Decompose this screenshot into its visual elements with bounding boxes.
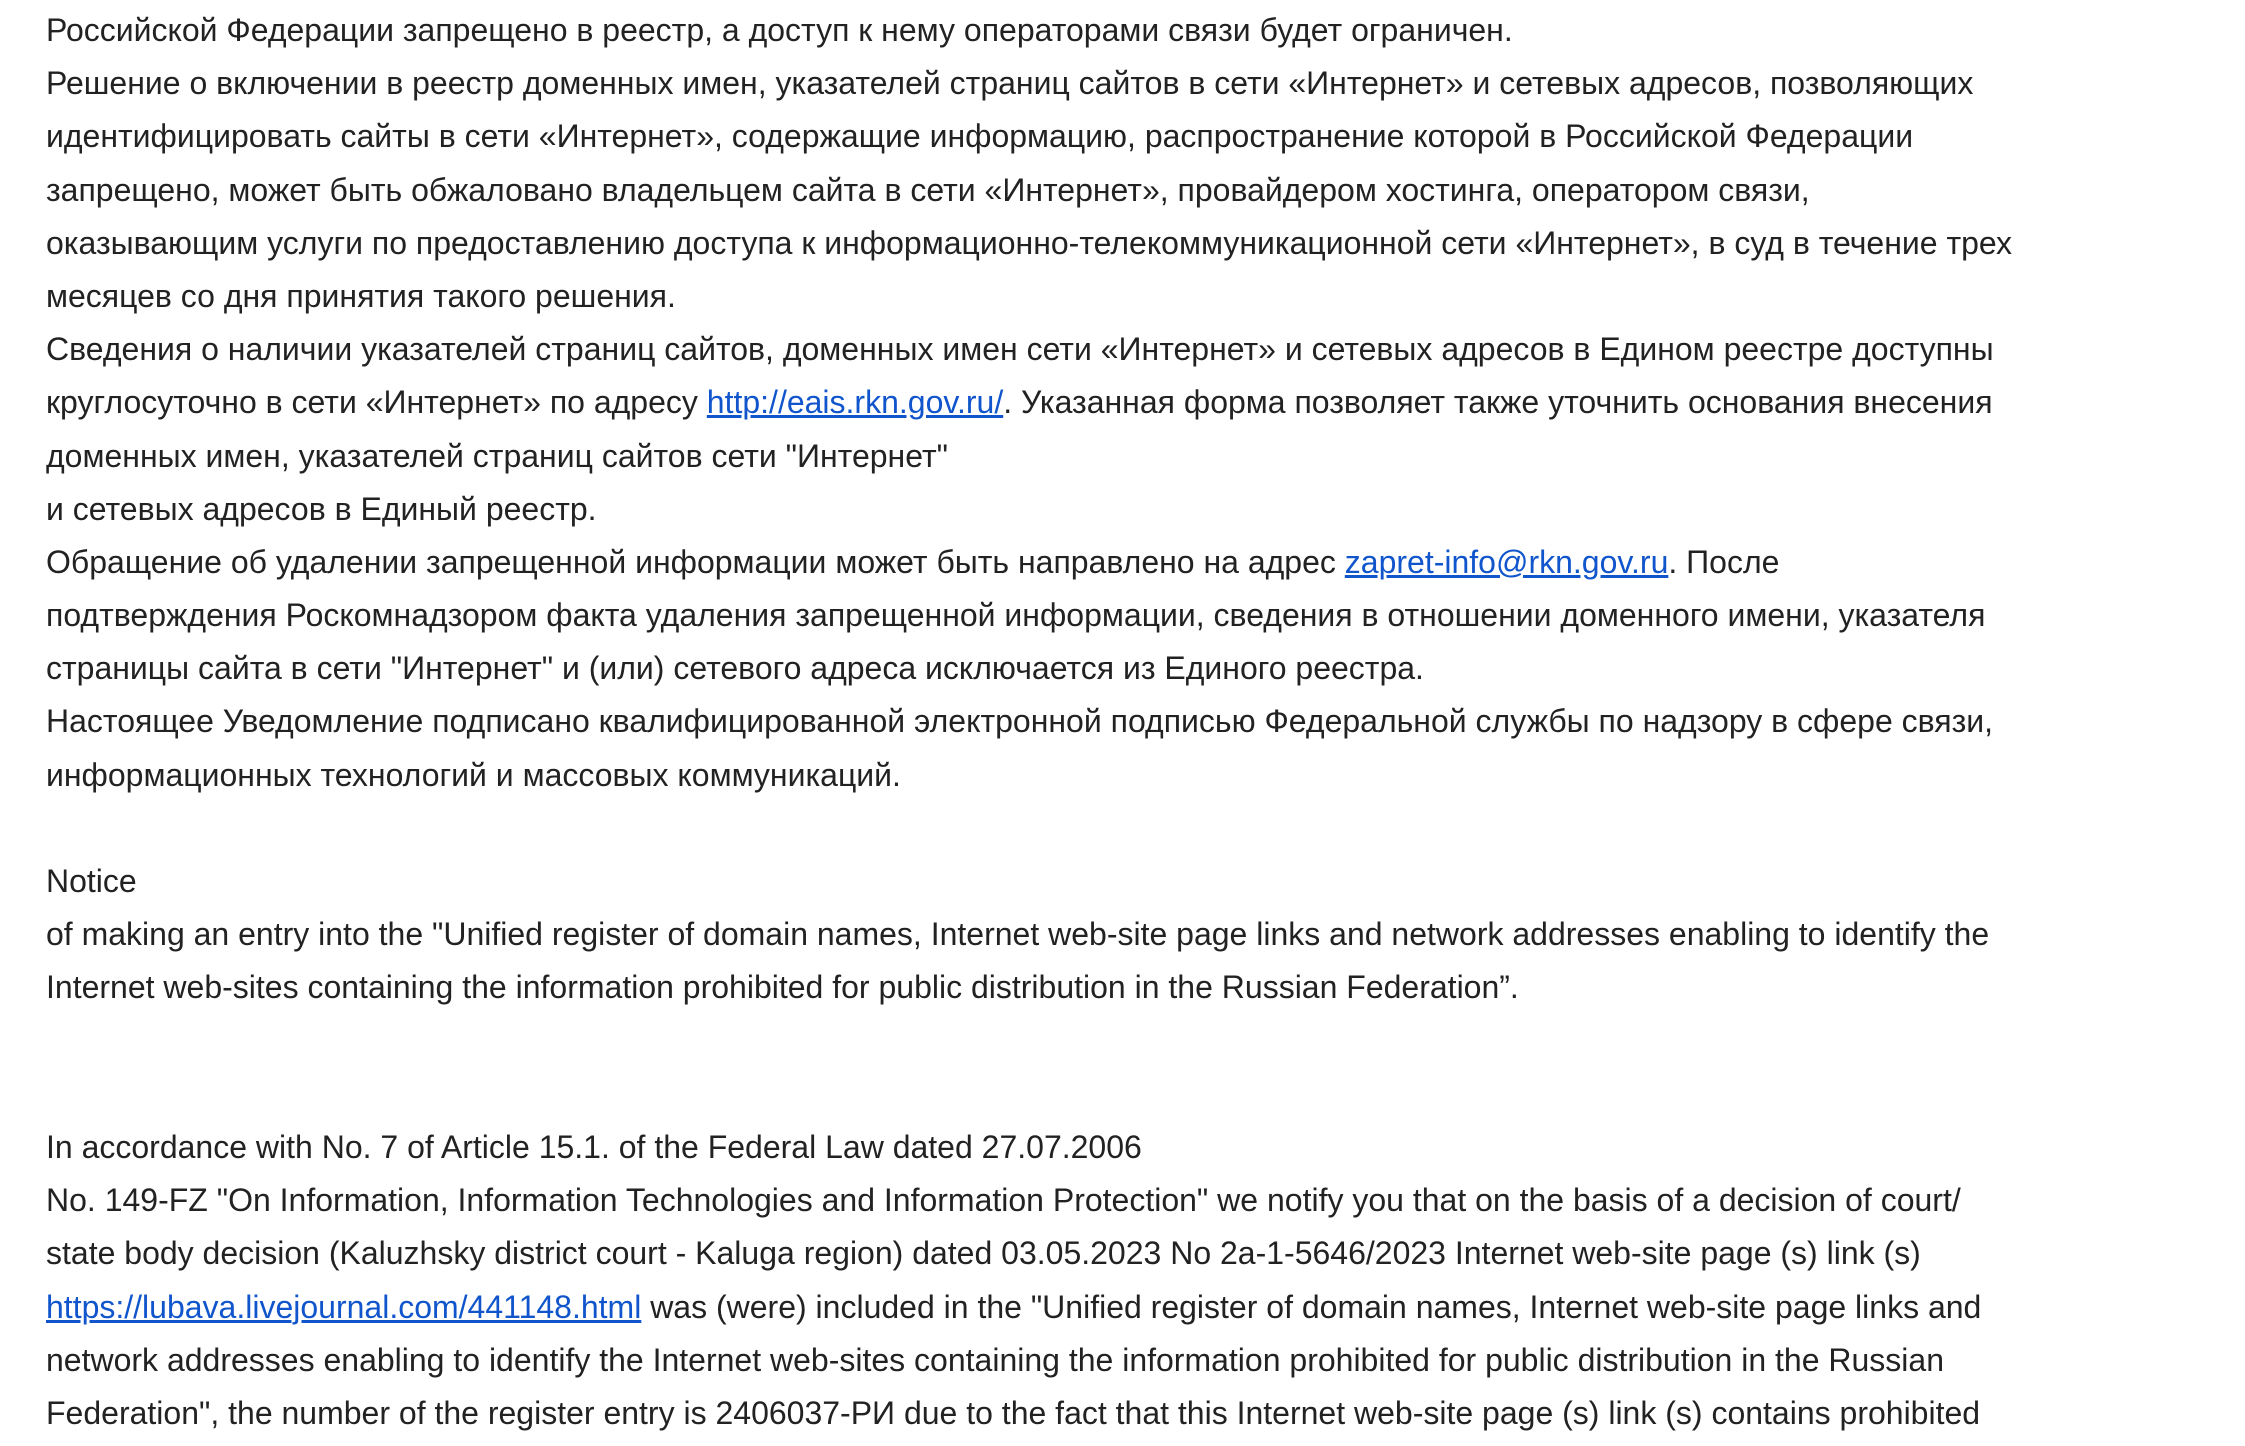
text-line	[46, 376, 2245, 429]
text-line: информационных технологий и массовых коммуникаций.	[46, 756, 901, 793]
spacer	[46, 1068, 2245, 1121]
text-line: Настоящее Уведомление подписано квалифицированной электронной подписью Федеральной службы по надзору в сфере связи,	[46, 703, 1994, 740]
text-line: Решение о включении в реестр доменных имен, указателей страниц сайтов в сети «Интернет» и сетевых адресов, позволяющих	[46, 65, 1974, 102]
text-line: of making an entry into the "Unified register of domain names, Internet web-site page links and network addresses enabling to identify the	[46, 916, 1990, 953]
text-line: подтверждения Роскомнадзором факта удаления запрещенной информации, сведения в отношении доменного имени, указателя	[46, 597, 1986, 634]
blocked-page-link[interactable]: https://lubava.livejournal.com/441148.html	[46, 1288, 642, 1325]
text-line	[46, 536, 2245, 589]
text: . После	[1668, 543, 1780, 580]
notice-heading: Notice	[46, 863, 137, 899]
text-line: No. 149-FZ "On Information, Information Technologies and Information Protection" we notify you that on the basis of a decision of court/	[46, 1182, 1961, 1219]
email-link[interactable]: zapret-info@rkn.gov.ru	[1344, 543, 1669, 580]
spacer	[46, 1015, 2245, 1068]
text-line: network addresses enabling to identify the Internet web-sites containing the information prohibited for public distribution in the Russian	[46, 1341, 1944, 1378]
text-line: Российской Федерации запрещено в реестр, а доступ к нему операторами связи будет ограничен.	[46, 12, 1513, 48]
text-line: доменных имен, указателей страниц сайтов сети "Интернет"	[46, 437, 948, 474]
text: Обращение об удалении запрещенной информации может быть направлено на адрес	[46, 543, 1345, 580]
text-line: страницы сайта в сети "Интернет" и (или) сетевого адреса исключается из Единого реестра.	[46, 650, 1424, 687]
text-line	[46, 1281, 2245, 1334]
text: . Указанная форма позволяет также уточнить основания внесения	[1003, 384, 1993, 421]
text-line: state body decision (Kaluzhsky district court - Kaluga region) dated 03.05.2023 No 2a-1-5646/2023 Internet web-site page (s) link (s)	[46, 1235, 1921, 1272]
text-line: Federation", the number of the register entry is 2406037-РИ due to the fact that this Internet web-site page (s) link (s) contains prohibited	[46, 1394, 1981, 1431]
eais-link[interactable]: http://eais.rkn.gov.ru/	[706, 384, 1004, 421]
text-line: идентифицировать сайты в сети «Интернет», содержащие информацию, распространение которой в Российской Федерации	[46, 118, 1914, 155]
text-line: месяцев со дня принятия такого решения.	[46, 277, 676, 314]
text-line: оказывающим услуги по предоставлению доступа к информационно-телекоммуникационной сети «Интернет», в суд в течение трех	[46, 224, 2012, 261]
text-line: и сетевых адресов в Единый реестр.	[46, 490, 597, 527]
text-line: Internet web-sites containing the information prohibited for public distribution in the Russian Federation”.	[46, 969, 1519, 1006]
text-line: запрещено, может быть обжаловано владельцем сайта в сети «Интернет», провайдером хостинга, оператором связи,	[46, 171, 1810, 208]
text: was (were) included in the "Unified register of domain names, Internet web-site page links and	[641, 1288, 1982, 1325]
spacer	[46, 802, 2245, 855]
text-line: In accordance with No. 7 of Article 15.1. of the Federal Law dated 27.07.2006	[46, 1128, 1142, 1165]
text: круглосуточно в сети «Интернет» по адресу	[46, 384, 707, 421]
text-line: Сведения о наличии указателей страниц сайтов, доменных имен сети «Интернет» и сетевых адресов в Едином реестре доступны	[46, 331, 1994, 368]
